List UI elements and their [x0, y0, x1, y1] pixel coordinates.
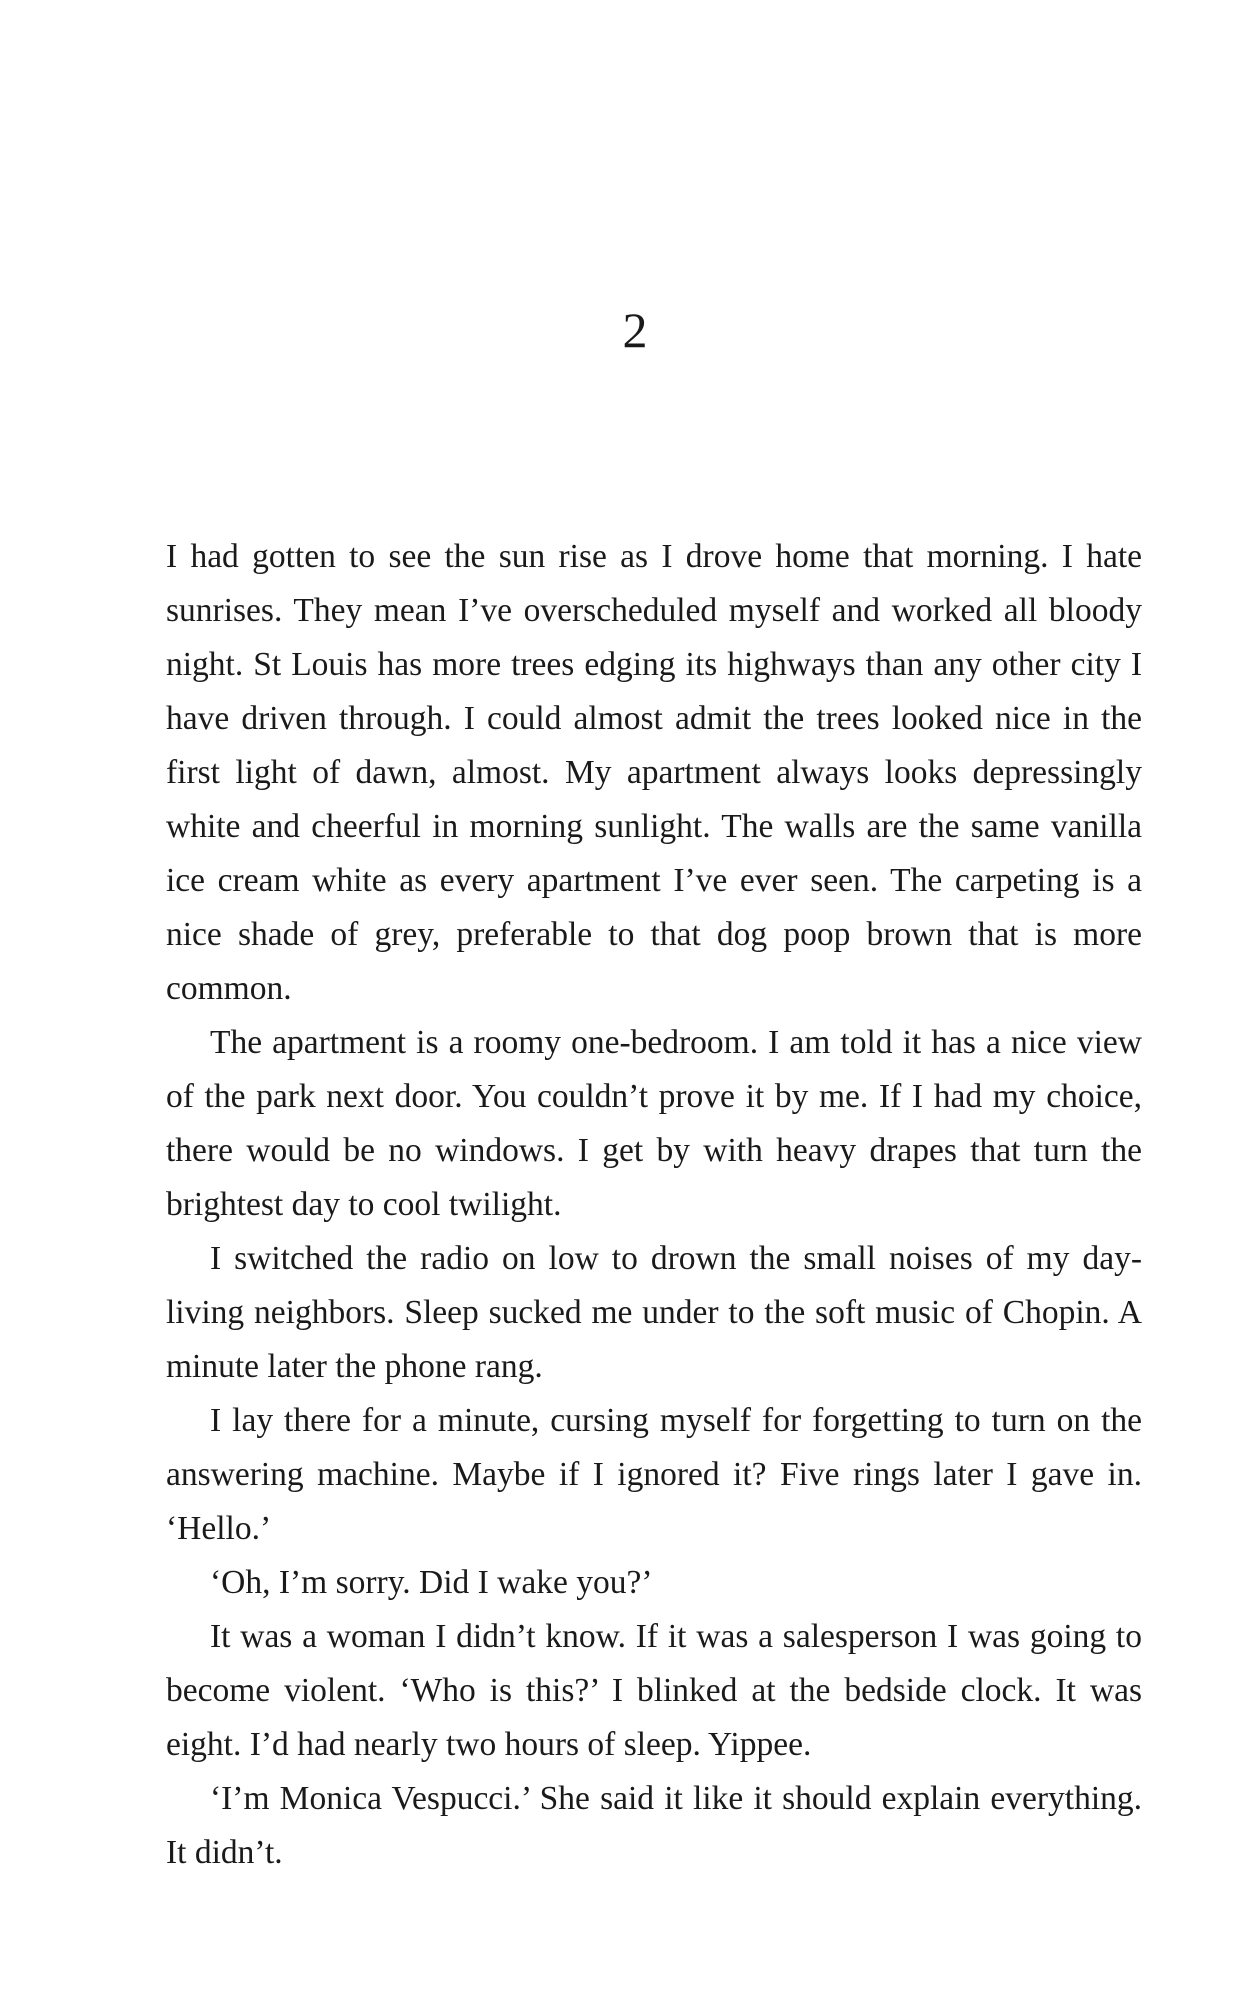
paragraph-6: It was a woman I didn’t know. If it was a salesperson I was going to become violent. ‘Who is this?’ I blinked at the bedside clock. It was eight. I’d had nearly two hours of sleep. Yippee. — [166, 1618, 1142, 1763]
chapter-body — [166, 530, 1142, 1880]
paragraph-5: ‘Oh, I’m sorry. Did I wake you?’ — [210, 1564, 653, 1601]
paragraph-4: I lay there for a minute, cursing myself for forgetting to turn on the answering machine. Maybe if I ignored it? Five rings later I gave in. ‘Hello.’ — [166, 1402, 1142, 1547]
paragraph-7: ‘I’m Monica Vespucci.’ She said it like it should explain everything. It didn’t. — [166, 1780, 1142, 1871]
paragraph-2: The apartment is a roomy one-bedroom. I am told it has a nice view of the park next door. You couldn’t prove it by me. If I had my choice, there would be no windows. I get by with heavy drapes that turn the brightest day to cool twilight. — [166, 1024, 1142, 1223]
chapter-number: 2 — [622, 302, 648, 358]
paragraph-1: I had gotten to see the sun rise as I drove home that morning. I hate sunrises. They mean I’ve overscheduled myself and worked all bloody night. St Louis has more trees edging its highways than any other city I have driven through. I could almost admit the trees looked nice in the first light of dawn, almost. My apartment always looks depressingly white and cheerful in morning sunlight. The walls are the same vanilla ice cream white as every apartment I’ve ever seen. The carpeting is a nice shade of grey, preferable to that dog poop brown that is more common. — [166, 538, 1142, 1007]
paragraph-3: I switched the radio on low to drown the small noises of my day-living neighbors. Sleep sucked me under to the soft music of Chopin. A minute later the phone rang. — [166, 1240, 1142, 1385]
